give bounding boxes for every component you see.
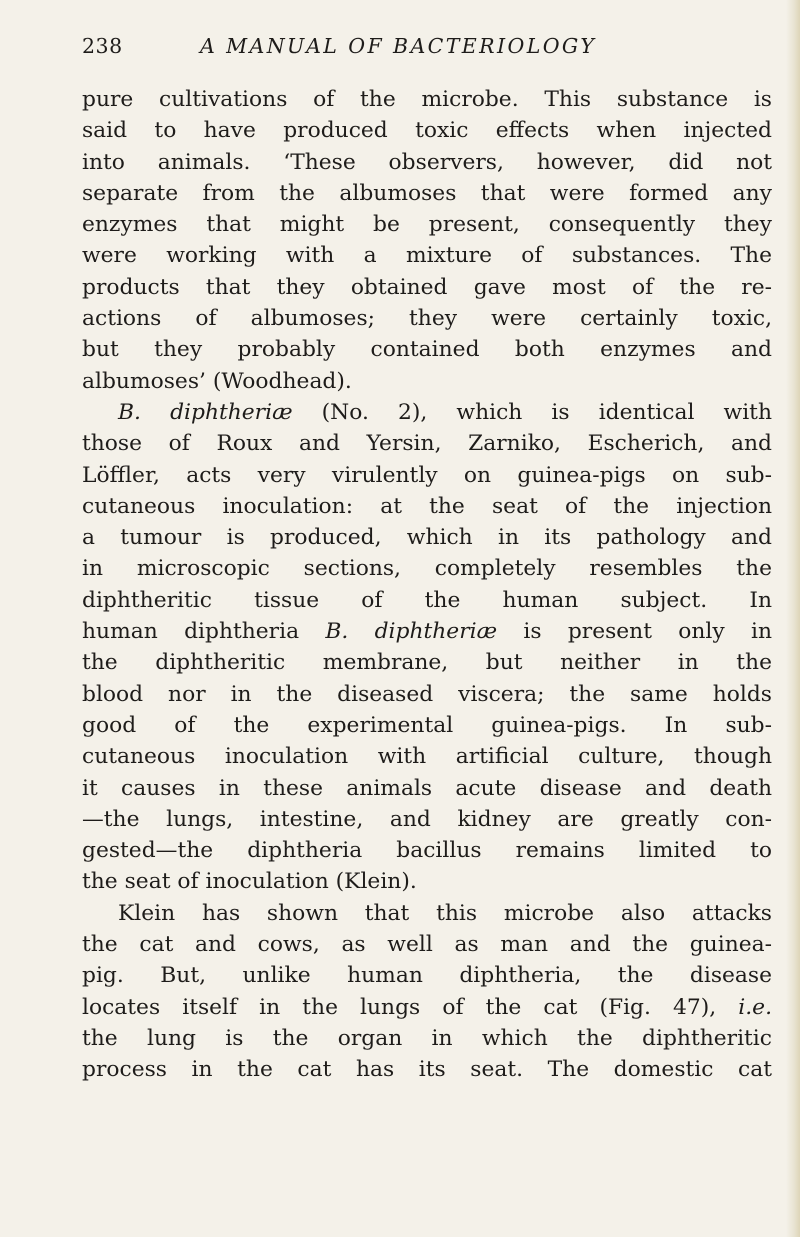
- text-line: —the lungs, intestine, and kidney are greatly con-: [82, 806, 772, 832]
- text-line: separate from the albumoses that were formed any: [82, 180, 772, 206]
- text-line: actions of albumoses; they were certainly toxic,: [82, 306, 772, 332]
- page-header: [82, 34, 772, 62]
- text-line: enzymes that might be present, consequently they: [82, 212, 772, 238]
- text-line: in microscopic sections, completely resembles the: [82, 556, 772, 582]
- text-line: cutaneous inoculation: at the seat of the injection: [82, 493, 772, 519]
- text-line: good of the experimental guinea-pigs. In sub-: [82, 712, 772, 738]
- text-line: Löffler, acts very virulently on guinea-pigs on sub-: [82, 462, 772, 488]
- text-line: it causes in these animals acute disease and death: [82, 775, 772, 801]
- text-line: the diphtheritic membrane, but neither in the: [82, 650, 772, 676]
- paragraph-start-line: B. diphtheriæ (No. 2), which is identical with: [118, 399, 772, 425]
- paragraph-end-line: the seat of inoculation (Klein).: [82, 869, 417, 895]
- page-edge-shadow: [786, 0, 800, 1237]
- text-line: human diphtheria B. diphtheriæ is present only in: [82, 619, 773, 645]
- text-line: pure cultivations of the microbe. This substance is: [82, 87, 772, 112]
- text-line: pig. But, unlike human diphtheria, the disease: [82, 963, 772, 989]
- text-line: said to have produced toxic effects when injected: [82, 118, 772, 144]
- text-line: cutaneous inoculation with artificial culture, though: [82, 744, 772, 770]
- text-line: blood nor in the diseased viscera; the same holds: [82, 681, 772, 707]
- text-line: locates itself in the lungs of the cat (Fig. 47), i.e.: [82, 994, 772, 1020]
- paragraph-end-line: albumoses’ (Woodhead).: [82, 368, 352, 394]
- text-line: process in the cat has its seat. The domestic cat: [82, 1057, 772, 1083]
- paragraph-start-line: Klein has shown that this microbe also attacks: [118, 900, 772, 926]
- text-line: a tumour is produced, which in its pathology and: [82, 525, 772, 551]
- text-line: those of Roux and Yersin, Zarniko, Escherich, and: [82, 431, 772, 457]
- text-line: the lung is the organ in which the diphtheritic: [82, 1025, 772, 1051]
- body-text: [82, 84, 772, 1086]
- text-line: gested—the diphtheria bacillus remains limited to: [82, 838, 772, 864]
- page-number: 238: [82, 34, 123, 58]
- text-line: were working with a mixture of substances. The: [82, 243, 772, 269]
- running-title: A MANUAL OF BACTERIOLOGY: [200, 34, 597, 58]
- text-line: into animals. ‘These observers, however, did not: [82, 149, 772, 175]
- text-line: but they probably contained both enzymes and: [82, 337, 772, 363]
- text-line: diphtheritic tissue of the human subject. In: [82, 587, 772, 613]
- text-line: products that they obtained gave most of the re-: [82, 274, 772, 300]
- text-line: the cat and cows, as well as man and the guinea-: [82, 932, 772, 958]
